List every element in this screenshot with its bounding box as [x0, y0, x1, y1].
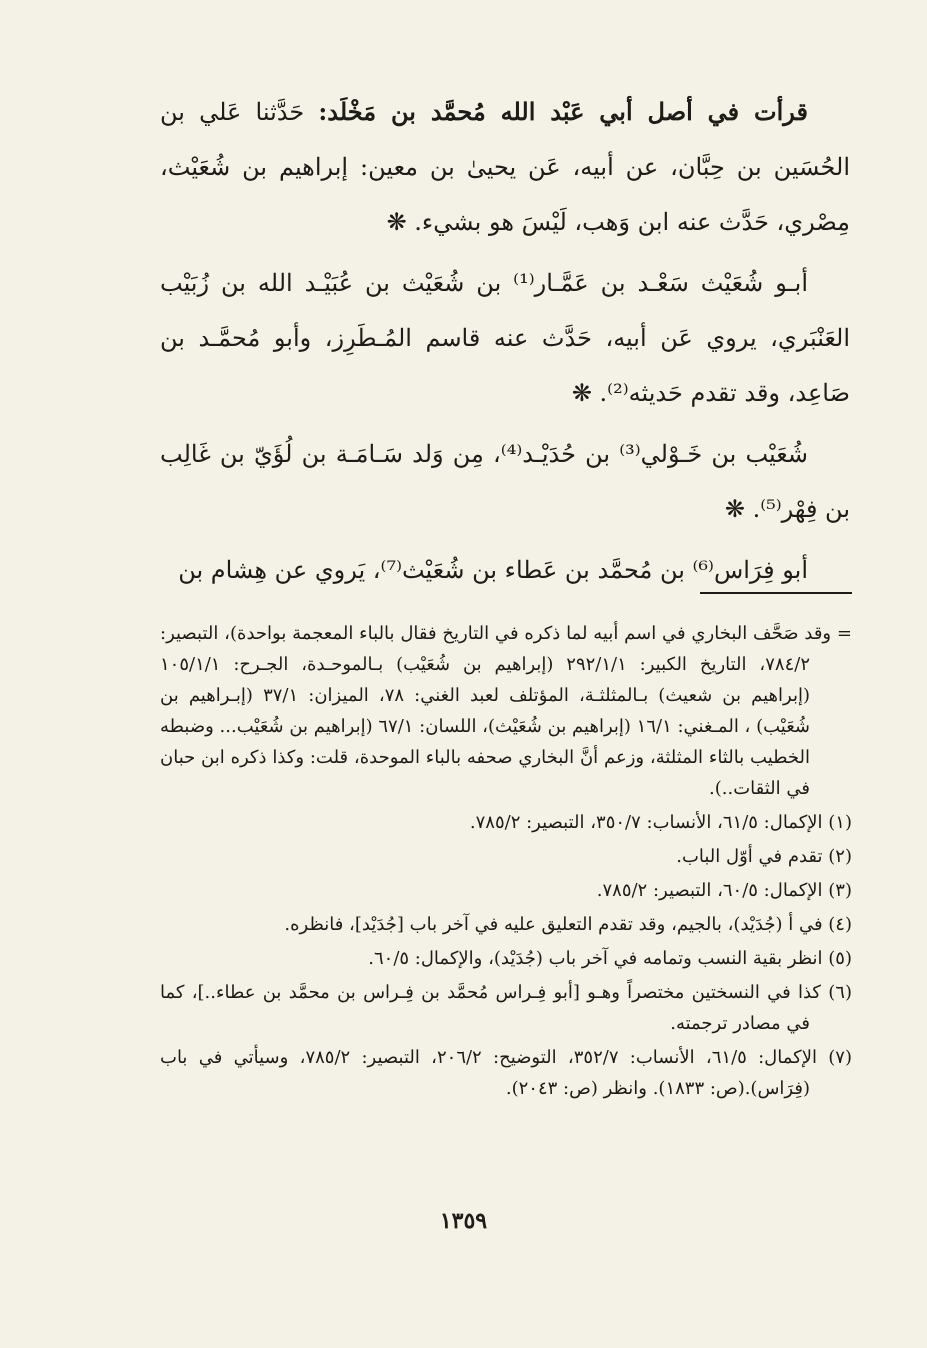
footnote-7: (٧) الإكمال: ٦١/٥، الأنساب: ٣٥٢/٧، التوضيح: ٢٠٦/٢، التبصير: ٧٨٥/٢، وسيأتي في باب (فِرَاس).(ص: ١٨٣٣). وانظر (ص: ٢٠٤٣).: [160, 1047, 852, 1099]
paragraph-lead: قرأت في أصل أبي عَبْد الله مُحمَّد بن مَخْلَد:: [318, 97, 808, 126]
main-text: [160, 84, 850, 604]
footnote-2: (٢) تقدم في أوّل الباب.: [676, 846, 852, 867]
paragraph: [160, 256, 850, 421]
footnote-5: (٥) انظر بقية النسب وتمامه في آخر باب (جُدَيْد)، والإكمال: ٦٠/٥.: [368, 948, 852, 969]
page-number: ١٣٥٩: [439, 1208, 488, 1234]
footnote-4: (٤) في أ (جُدَيْد)، بالجيم، وقد تقدم التعليق عليه في آخر باب [جُدَيْد]، فانظره.: [284, 914, 852, 935]
paragraph-text: أبـو شُعَيْث سَعْـد بن عَمَّـار⁽¹⁾ بن شُعَيْث بن عُبَيْـد الله بن زُبَيْب العَنْبَري، يروي عَن أبيه، حَدَّث عنه قاسم المُـطَرِز، وأبو مُحمَّـد بن صَاعِد، وقد تقدم حَديثه⁽²⁾. ❋: [160, 269, 850, 407]
footnote-3: (٣) الإكمال: ٦٠/٥، التبصير: ٧٨٥/٢.: [596, 880, 852, 901]
footnote-6: (٦) كذا في النسختين مختصراً وهـو [أبو فِـراس مُحمَّد بن فِـراس بن محمَّد بن عطاء..]، كما في مصادر ترجمته.: [160, 982, 852, 1034]
continuation-note: = وقد صَحَّف البخاري في اسم أبيه لما ذكره في التاريخ فقال بالباء المعجمة بواحدة)، التبصير: ٧٨٤/٢، التاريخ الكبير: ٢٩٢/١/١ (إبراهيم بن شُعَيْب) بـالموحـدة، الجـرح: ١٠٥/١/١ (إبراهيم بن شعيث) بـالمثلثـة، المؤتلف لعبد الغني: ٧٨، الميزان: ٣٧/١ (إبـراهيم بن شُعَيْب) ، المـغني: ١٦/١ (إبراهيم بن شُعَيْث)، اللسان: ٦٧/١ (إبراهيم بن شُعَيْب... وضبطه الخطيب بالثاء المثلثة، وزعم أنَّ البخاري صحفه بالباء الموحدة، قلت: وكذا ذكره ابن حبان في الثقات..).: [160, 623, 852, 799]
paragraph: [160, 427, 850, 537]
paragraph: [160, 84, 850, 250]
footnote-1: (١) الإكمال: ٦١/٥، الأنساب: ٣٥٠/٧، التبصير: ٧٨٥/٢.: [469, 812, 852, 833]
footnote-separator: [700, 592, 852, 594]
footnotes: [160, 618, 852, 1107]
paragraph: [160, 543, 850, 598]
paragraph-text: شُعَيْب بن خَـوْلي⁽³⁾ بن حُدَيْـد⁽⁴⁾، مِن وَلد سَـامَـة بن لُؤَيّ بن غَالِب بن فِهْر⁽⁵⁾. ❋: [160, 440, 850, 523]
paragraph-text: أبو فِرَاس⁽⁶⁾ بن مُحمَّد بن عَطاء بن شُعَيْث⁽⁷⁾، يَروي عن هِشام بن: [178, 556, 808, 584]
paragraph-text: حَدَّثنا عَلي بن الحُسَين بن حِبَّان، عن أبيه، عَن يحيىٰ بن معين: إبراهيم بن شُعَيْث، مِصْري، حَدَّث عنه ابن وَهب، لَيْسَ هو بشيء. ❋: [160, 98, 850, 236]
